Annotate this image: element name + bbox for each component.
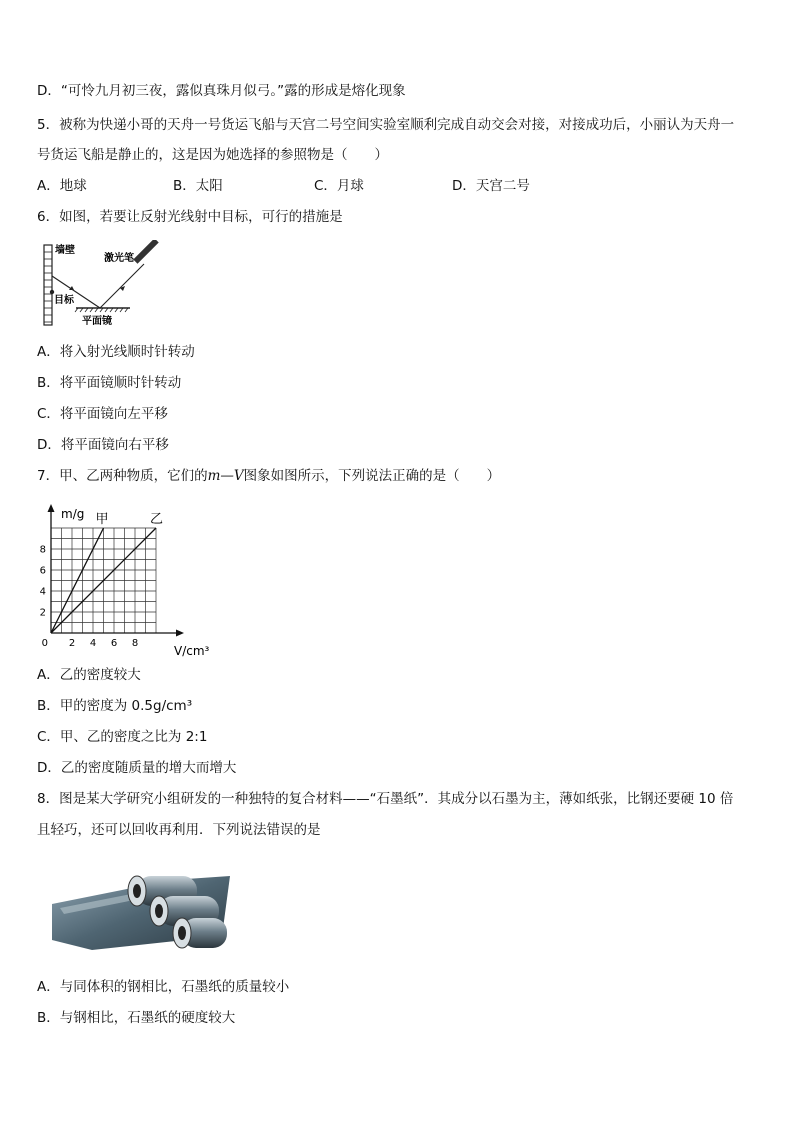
x-tick-label: 8	[131, 638, 139, 649]
wall	[44, 245, 52, 325]
q6-option-d[interactable]: D．将平面镜向右平移	[37, 437, 169, 453]
x-tick-label: 2	[68, 638, 76, 649]
q6-mirror-figure	[40, 240, 170, 330]
q5-stem-line2: 号货运飞船是静止的，这是因为她选择的参照物是（ ）	[37, 147, 388, 163]
incident-ray	[100, 264, 144, 308]
y-axis-label: m/g	[61, 507, 85, 521]
q7-option-d[interactable]: D．乙的密度随质量的增大而增大	[37, 760, 237, 776]
q8-stem-line2: 且轻巧，还可以回收再利用．下列说法错误的是	[37, 822, 321, 838]
y-tick-label: 8	[39, 544, 46, 556]
wall-label: 墙壁	[55, 245, 75, 256]
y-tick-label: 2	[39, 607, 46, 619]
y-axis-arrow-icon	[48, 504, 55, 512]
q6-option-b[interactable]: B．将平面镜顺时针转动	[37, 375, 182, 391]
q6-option-a[interactable]: A．将入射光线顺时针转动	[37, 344, 195, 360]
x-tick-label: 4	[89, 638, 97, 649]
q8-stem-line1: 8．图是某大学研究小组研发的一种独特的复合材料——“石墨纸”．其成分以石墨为主，薄如纸张，比钢还要硬 10 倍	[37, 791, 734, 807]
laser-pen-icon	[133, 240, 158, 264]
q8-option-a[interactable]: A．与同体积的钢相比，石墨纸的质量较小	[37, 979, 290, 995]
q5-option-a[interactable]: A．地球	[37, 178, 87, 194]
q6-option-c[interactable]: C．将平面镜向左平移	[37, 406, 168, 422]
x-axis-arrow-icon	[176, 630, 184, 637]
q7-stem-math: m—V	[207, 468, 244, 484]
q7-option-c[interactable]: C．甲、乙的密度之比为 2:1	[37, 729, 208, 745]
series-label-1: 甲	[95, 512, 109, 527]
x-tick-label: 6	[110, 638, 118, 649]
q4-option-d: D．“可怜九月初三夜，露似真珠月似弓。”露的形成是熔化现象	[37, 83, 406, 99]
target-label: 目标	[54, 295, 74, 306]
q8-graphite-paper-photo	[52, 866, 237, 956]
q5-option-b[interactable]: B．太阳	[173, 178, 223, 194]
y-tick-label: 4	[39, 586, 46, 598]
q5-option-c[interactable]: C．月球	[314, 178, 364, 194]
q7-mv-chart	[30, 490, 220, 660]
x-axis-label: V/cm³	[174, 644, 210, 658]
q6-stem: 6．如图，若要让反射光线射中目标，可行的措施是	[37, 209, 343, 225]
laser-pen-label: 激光笔	[104, 253, 134, 264]
plane-mirror	[75, 308, 130, 312]
q7-option-a[interactable]: A．乙的密度较大	[37, 667, 141, 683]
q5-option-d[interactable]: D．天宫二号	[452, 178, 530, 194]
y-tick-label: 6	[39, 565, 46, 577]
q7-option-b[interactable]: B．甲的密度为 0.5g/cm³	[37, 698, 193, 714]
origin-label: 0	[41, 638, 48, 649]
q5-stem-line1: 5．被称为快递小哥的天舟一号货运飞船与天宫二号空间实验室顺利完成自动交会对接，对接成功后，小丽认为天舟一	[37, 117, 735, 133]
q8-option-b[interactable]: B．与钢相比，石墨纸的硬度较大	[37, 1010, 236, 1026]
mirror-label: 平面镜	[82, 316, 112, 327]
q7-stem	[37, 467, 500, 485]
target-dot	[50, 290, 54, 294]
series-label-2: 乙	[150, 512, 164, 527]
q7-stem-post: 图象如图所示，下列说法正确的是（ ）	[243, 468, 501, 484]
q7-stem-pre: 7．甲、乙两种物质，它们的	[37, 468, 208, 484]
